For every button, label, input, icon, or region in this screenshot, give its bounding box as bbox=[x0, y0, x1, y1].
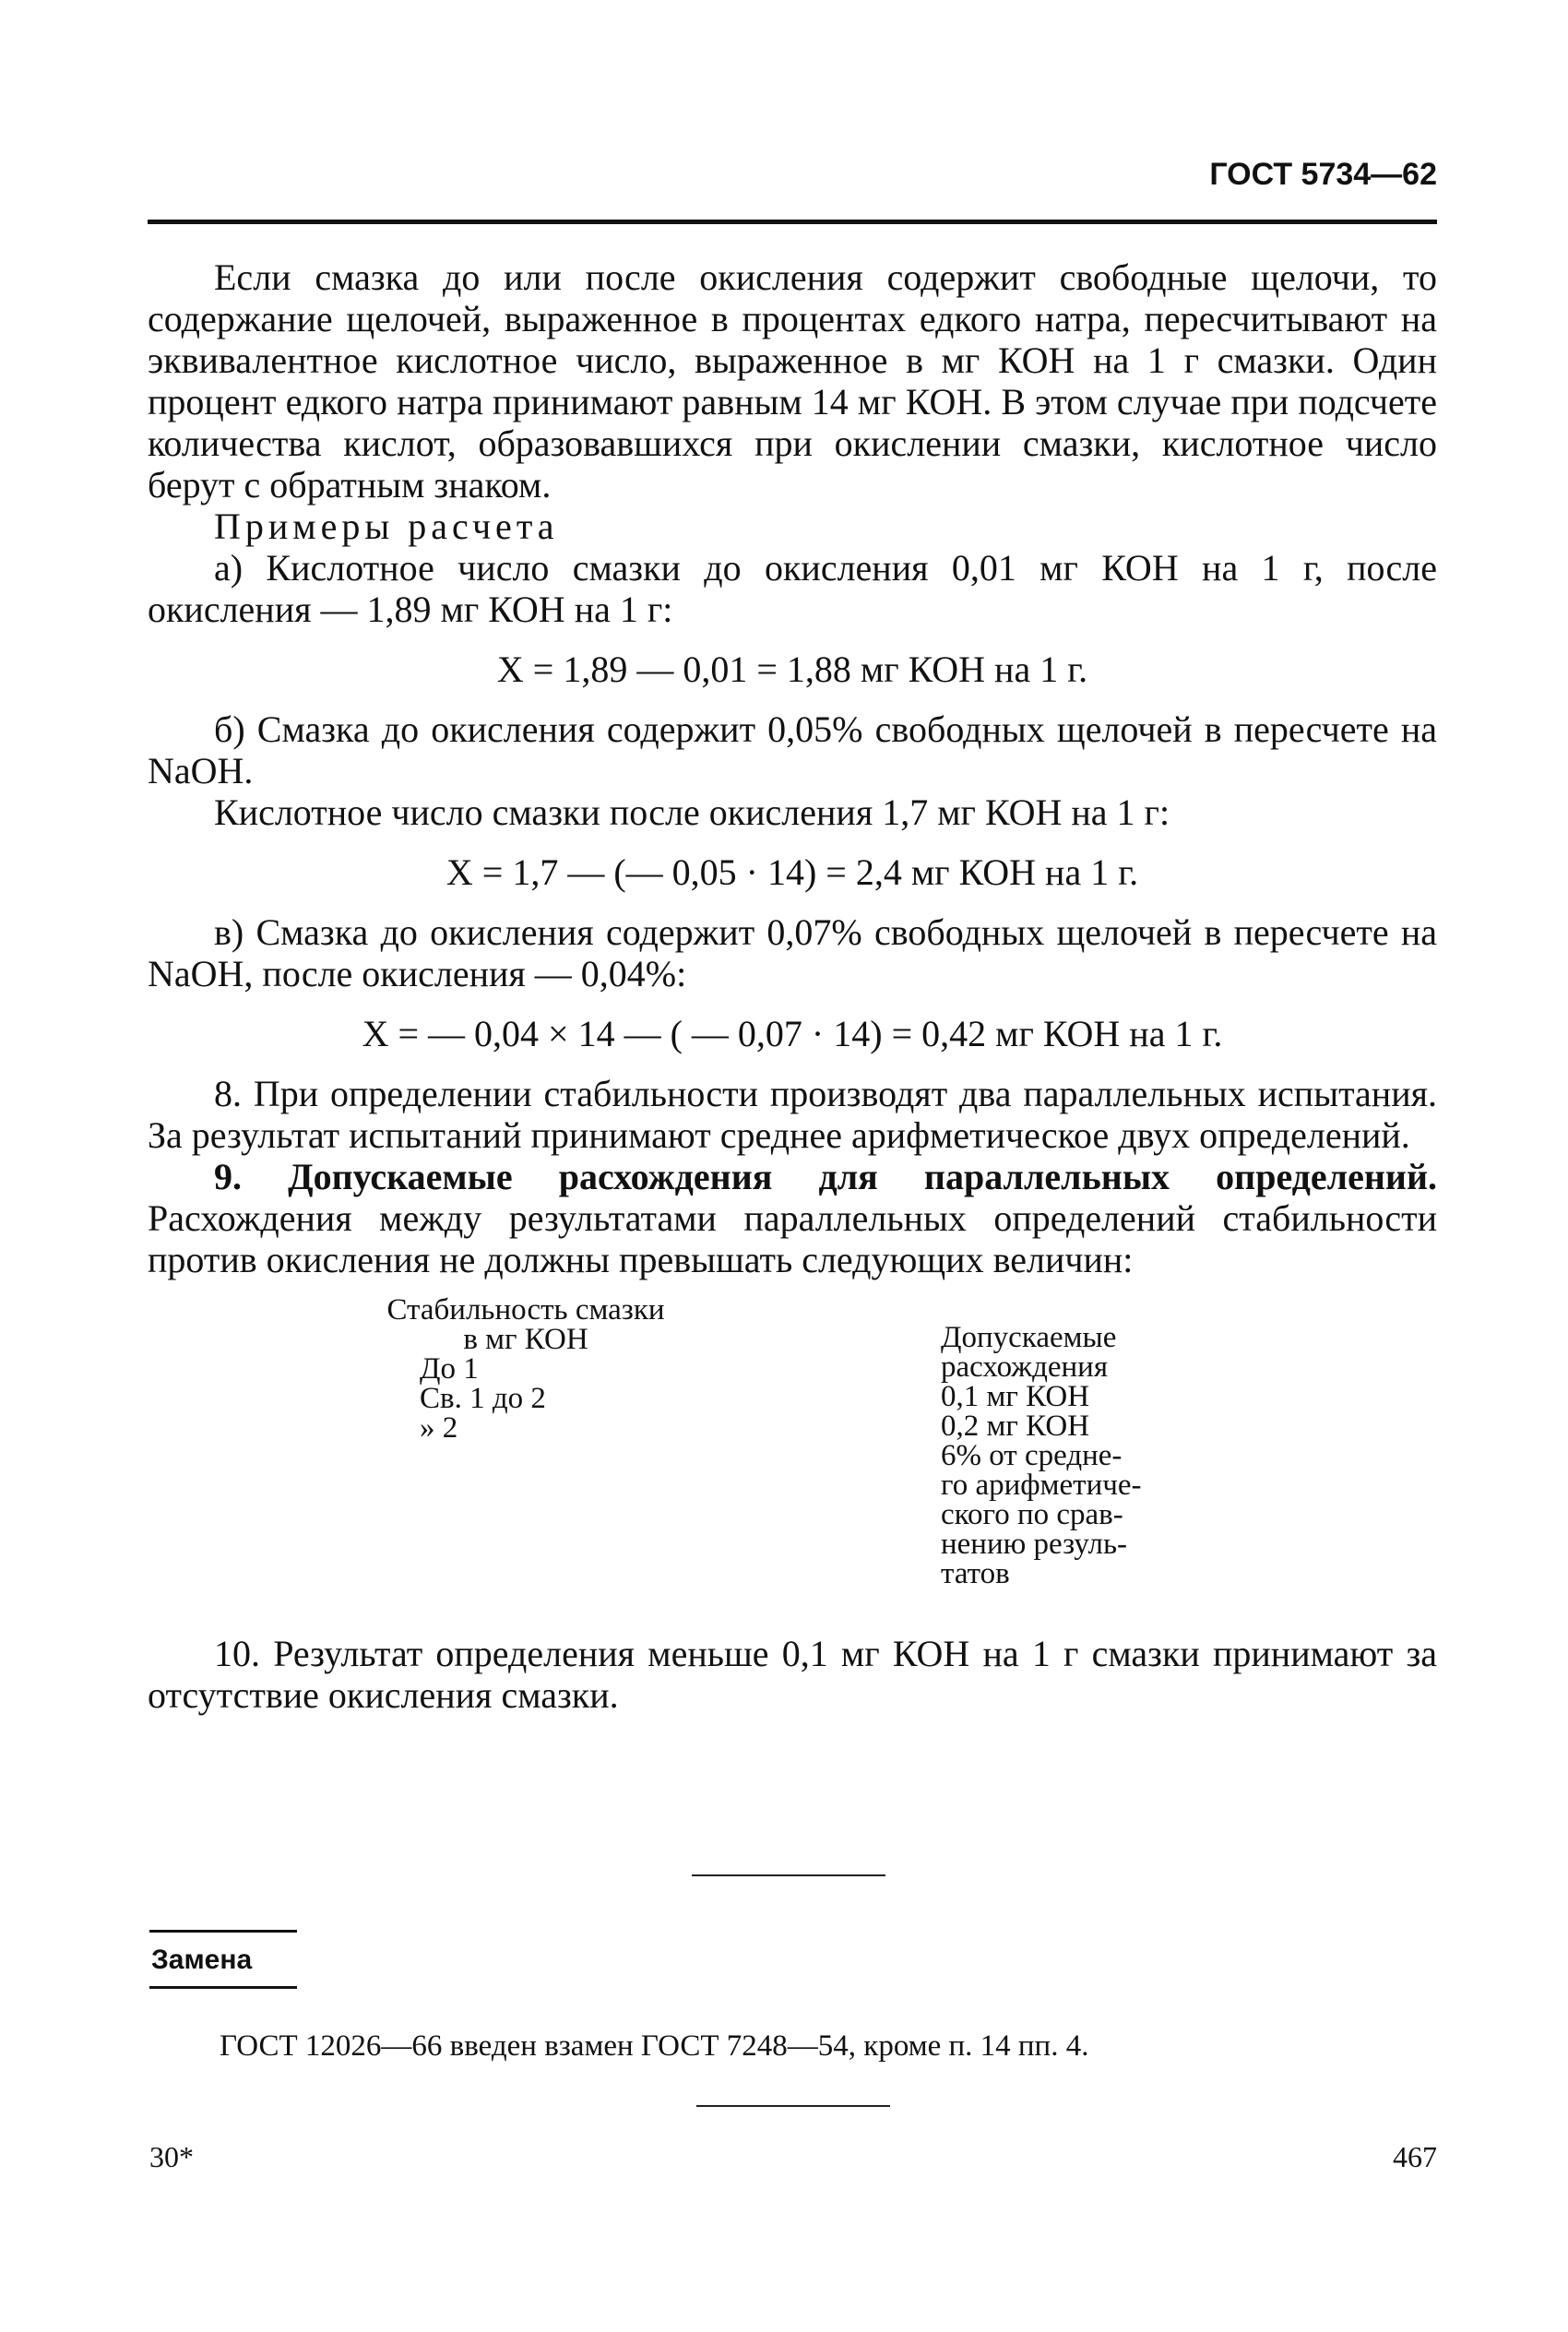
table-row-value: 6% от средне- bbox=[941, 1439, 1123, 1472]
formula-c: X = — 0,04 × 14 — ( — 0,07 · 14) = 0,42 мг КОН на 1 г. bbox=[362, 1013, 1223, 1054]
paragraph-alkali: Если смазка до или после окисления содержит свободные щелочи, то содержание щелочей, выраженное в процентах едкого натра, пересчитывают на эквивалентное кислотное число, выраженное в мг КОН на 1 г смазки. Один процент едкого натра принимают равным 14 мг КОН. В этом случае при подсчете количества кислот, образовавшихся при окислении смазки, кислотное число берут с обратным знаком. bbox=[148, 256, 1437, 506]
example-b-continued: Кислотное число смазки после окисления 1,7 мг КОН на 1 г: bbox=[214, 791, 1170, 833]
table-row-value: 0,2 мг КОН bbox=[941, 1410, 1090, 1443]
replacement-rule-top bbox=[149, 1930, 297, 1933]
examples-title: Примеры расчета bbox=[214, 506, 559, 547]
example-a: а) Кислотное число смазки до окисления 0,01 мг КОН на 1 г, после окисления — 1,89 мг КОН на 1 г: bbox=[148, 547, 1437, 630]
table-row-value: татов bbox=[941, 1557, 1010, 1590]
table-column-tolerance bbox=[941, 1323, 1218, 1588]
table-row-value: го арифметиче- bbox=[941, 1469, 1142, 1502]
column-header-tolerance: расхождения bbox=[941, 1350, 1109, 1384]
column-header-tolerance: Допускаемые bbox=[941, 1321, 1117, 1354]
table-row-range: Св. 1 до 2 bbox=[420, 1382, 546, 1415]
paragraph-9-heading: 9. Допускаемые расхождения для параллельных определений. bbox=[214, 1156, 1437, 1197]
footer-separator bbox=[696, 2105, 890, 2107]
table-row-value: 0,1 мг КОН bbox=[941, 1380, 1090, 1413]
document-header: ГОСТ 5734—62 bbox=[1209, 157, 1437, 192]
table-row-value: ского по срав- bbox=[941, 1498, 1123, 1531]
replacement-rule-bottom bbox=[149, 1986, 297, 1989]
paragraph-9-text: Расхождения между результатами параллельных определений стабильности против окисления не должны превышать следующих величин: bbox=[148, 1197, 1437, 1280]
replacement-title: Замена bbox=[151, 1945, 253, 1975]
example-c: в) Смазка до окисления содержит 0,07% свободных щелочей в пересчете на NaOH, после окисления — 0,04%: bbox=[148, 911, 1437, 994]
table-row-range: » 2 bbox=[420, 1411, 458, 1445]
paragraph-9 bbox=[148, 1156, 1437, 1280]
page-number: 467 bbox=[1393, 2140, 1437, 2173]
footer-signature: 30* bbox=[149, 2140, 194, 2173]
tolerance-table bbox=[148, 1295, 1437, 1609]
body-text bbox=[148, 256, 1437, 1716]
table-column-stability bbox=[332, 1295, 719, 1443]
table-row-value: нению резуль- bbox=[941, 1528, 1127, 1561]
formula-a: X = 1,89 — 0,01 = 1,88 мг КОН на 1 г. bbox=[496, 648, 1088, 690]
table-row-range: До 1 bbox=[420, 1352, 479, 1386]
section-separator bbox=[692, 1874, 885, 1876]
formula-b: X = 1,7 — (— 0,05 · 14) = 2,4 мг КОН на 1 г. bbox=[445, 851, 1139, 893]
column-header-stability-unit: в мг КОН bbox=[463, 1323, 588, 1356]
paragraph-8: 8. При определении стабильности производят два параллельных испытания. За результат испытаний принимают среднее арифметическое двух определений. bbox=[148, 1073, 1437, 1156]
paragraph-10: 10. Результат определения меньше 0,1 мг КОН на 1 г смазки принимают за отсутствие окисления смазки. bbox=[148, 1633, 1437, 1716]
header-rule bbox=[148, 220, 1437, 224]
example-b: б) Смазка до окисления содержит 0,05% свободных щелочей в пересчете на NaOH. bbox=[148, 708, 1437, 791]
column-header-stability: Стабильность смазки bbox=[386, 1293, 665, 1327]
replacement-text: ГОСТ 12026—66 введен взамен ГОСТ 7248—54, кроме п. 14 пп. 4. bbox=[220, 2029, 1089, 2063]
